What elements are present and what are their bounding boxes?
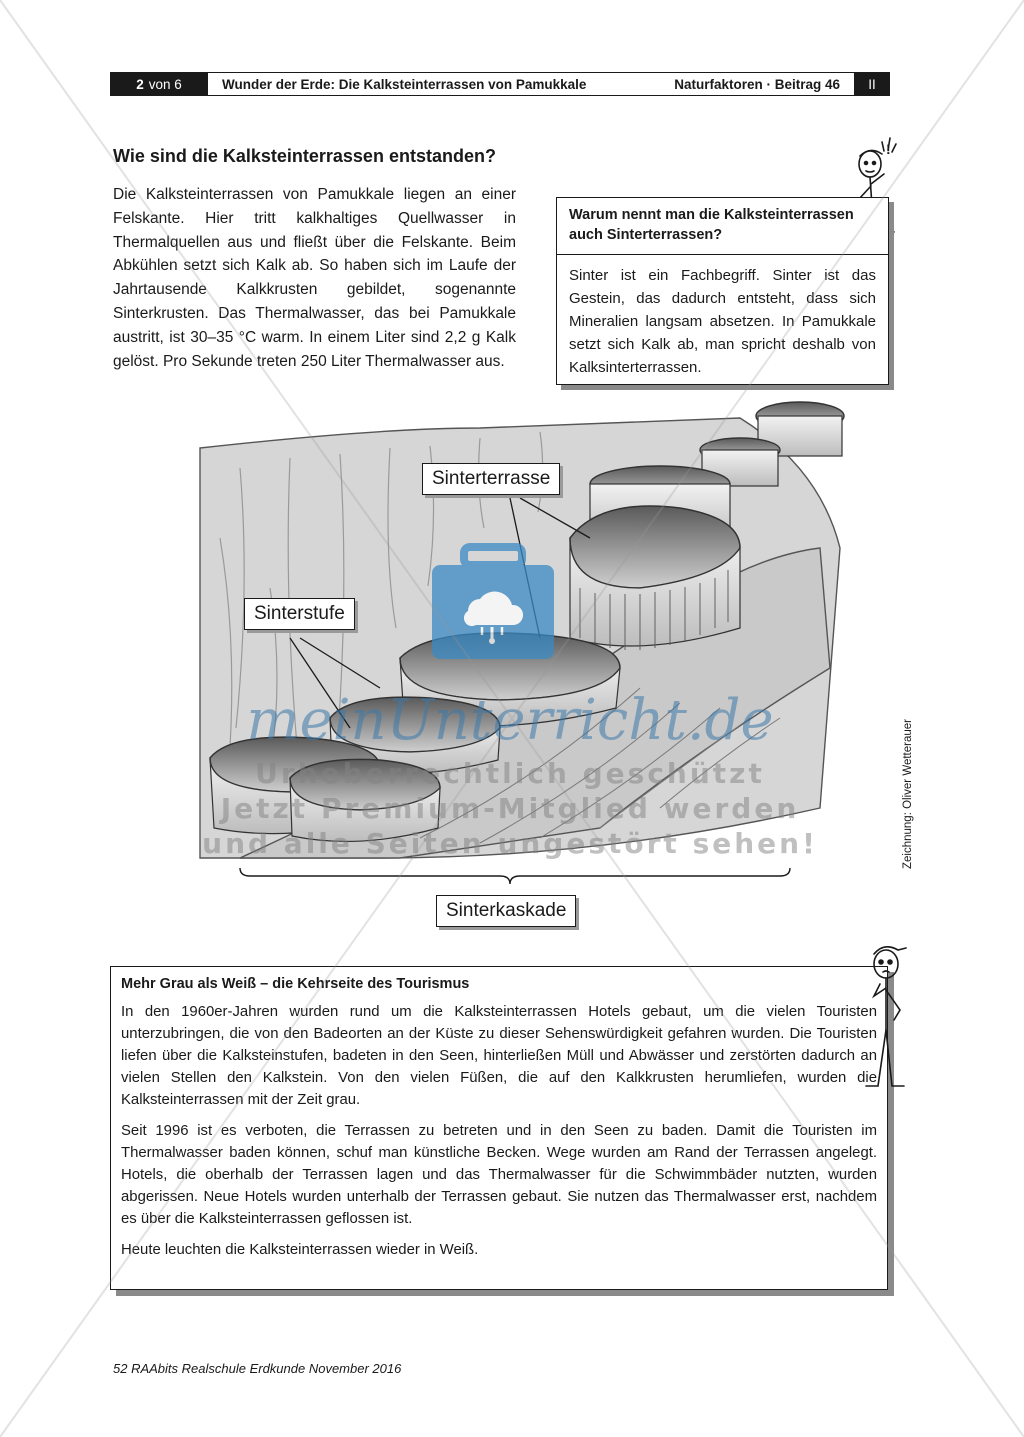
section-heading: Wie sind die Kalksteinterrassen entstanden? <box>113 146 496 166</box>
tourism-box <box>110 966 888 1290</box>
page-footer: 52 RAAbits Realschule Erdkunde November 2016 <box>113 1361 402 1376</box>
tourism-paragraph-2: Seit 1996 ist es verboten, die Terrassen zu betreten und in den Seen zu baden. Damit die Touristen im Thermalwasser baden können, schuf man künstliche Becken. Wege wurden am Rand der Terrassen angelegt. Hotels, die oberhalb der Terrassen lagen und das Thermalwasser für die Schwimmbäder nutzten, wurden abgerissen. Neue Hotels wurden unterhalb der Terrassen gebaut. Sie nutzen das Thermalwasser erst, nachdem es über die Kalksteinterrassen geflossen ist. <box>121 1123 877 1227</box>
intro-paragraph: Die Kalksteinterrassen von Pamukkale liegen an einer Felskante. Hier tritt kalkhaltiges Quellwasser in Thermalquellen aus und fließt über die Felskante. Beim Abkühlen setzt sich Kalk ab. So haben sich im Laufe der Jahrtausende Kalkkrusten gebildet, sogenannte Sinterkrusten. Das Thermalwasser, das bei Pamukkale austritt, ist 30–35 °C warm. In einem Liter sind 2,2 g Kalk gelöst. Pro Sekunde treten 250 Liter Thermalwasser aus. <box>113 186 516 370</box>
page-of: von 6 <box>148 76 182 92</box>
document-title: Wunder der Erde: Die Kalksteinterrassen von Pamukkale <box>208 72 674 96</box>
watermark-line-2: Jetzt Premium-Mitglied werden <box>220 792 800 825</box>
tourism-paragraph-1: In den 1960er-Jahren wurden rund um die Kalksteinterrassen Hotels gebaut, um die vielen Touristen unterzubringen, die von den Badeorten an der Küste zu dieser Sehenswürdigkeit gefahren wurden. Die Touristen liefen über die Kalksteinstufen, badeten in den Seen, hinterließen Müll und Abwässer und zerstörten dadurch an vielen Stellen den Kalkstein. Von den vielen Füßen, die auf den Kalkkrusten herumliefen, wurden die Kalksteinterrassen mit der Zeit grau. <box>121 1004 877 1108</box>
briefcase-cloud-icon <box>428 543 558 663</box>
page-header <box>110 72 890 96</box>
level-badge: II <box>854 72 890 96</box>
watermark-url: meinUnterricht.de <box>246 688 774 753</box>
watermark-line-3: und alle Seiten ungestört sehen! <box>202 827 818 860</box>
tourism-box-title: Mehr Grau als Weiß – die Kehrseite des Tourismus <box>121 976 470 992</box>
page-indicator <box>110 72 208 96</box>
info-box-answer: Sinter ist ein Fachbegriff. Sinter ist das Gestein, das dadurch entsteht, dass sich Mineralien langsam absetzen. In Pamukkale setzt sich Kalk ab, man spricht deshalb von Kalksinterterrassen. <box>569 267 876 376</box>
series-label: Naturfaktoren · Beitrag 46 <box>674 72 854 96</box>
label-sinterkaskade: Sinterkaskade <box>436 895 576 927</box>
label-sinterstufe: Sinterstufe <box>244 598 355 630</box>
info-box-question: Warum nennt man die Kalksteinterrassen auch Sinterterrassen? <box>557 198 888 255</box>
tourism-paragraph-3: Heute leuchten die Kalksteinterrassen wieder in Weiß. <box>121 1242 479 1258</box>
page-number: 2 <box>136 76 144 92</box>
info-box <box>556 197 889 385</box>
illustration-credit-text: Zeichnung: Oliver Wetterauer <box>902 719 914 869</box>
illustration-credit <box>898 709 918 879</box>
cascade-brace <box>240 868 790 884</box>
worried-boy-icon <box>858 940 914 1090</box>
label-sinterterrasse: Sinterterrasse <box>422 463 560 495</box>
watermark-line-1: Urheberrechtlich geschützt <box>255 757 765 790</box>
terraces-illustration <box>180 388 880 940</box>
svg-text:!: ! <box>886 141 891 157</box>
